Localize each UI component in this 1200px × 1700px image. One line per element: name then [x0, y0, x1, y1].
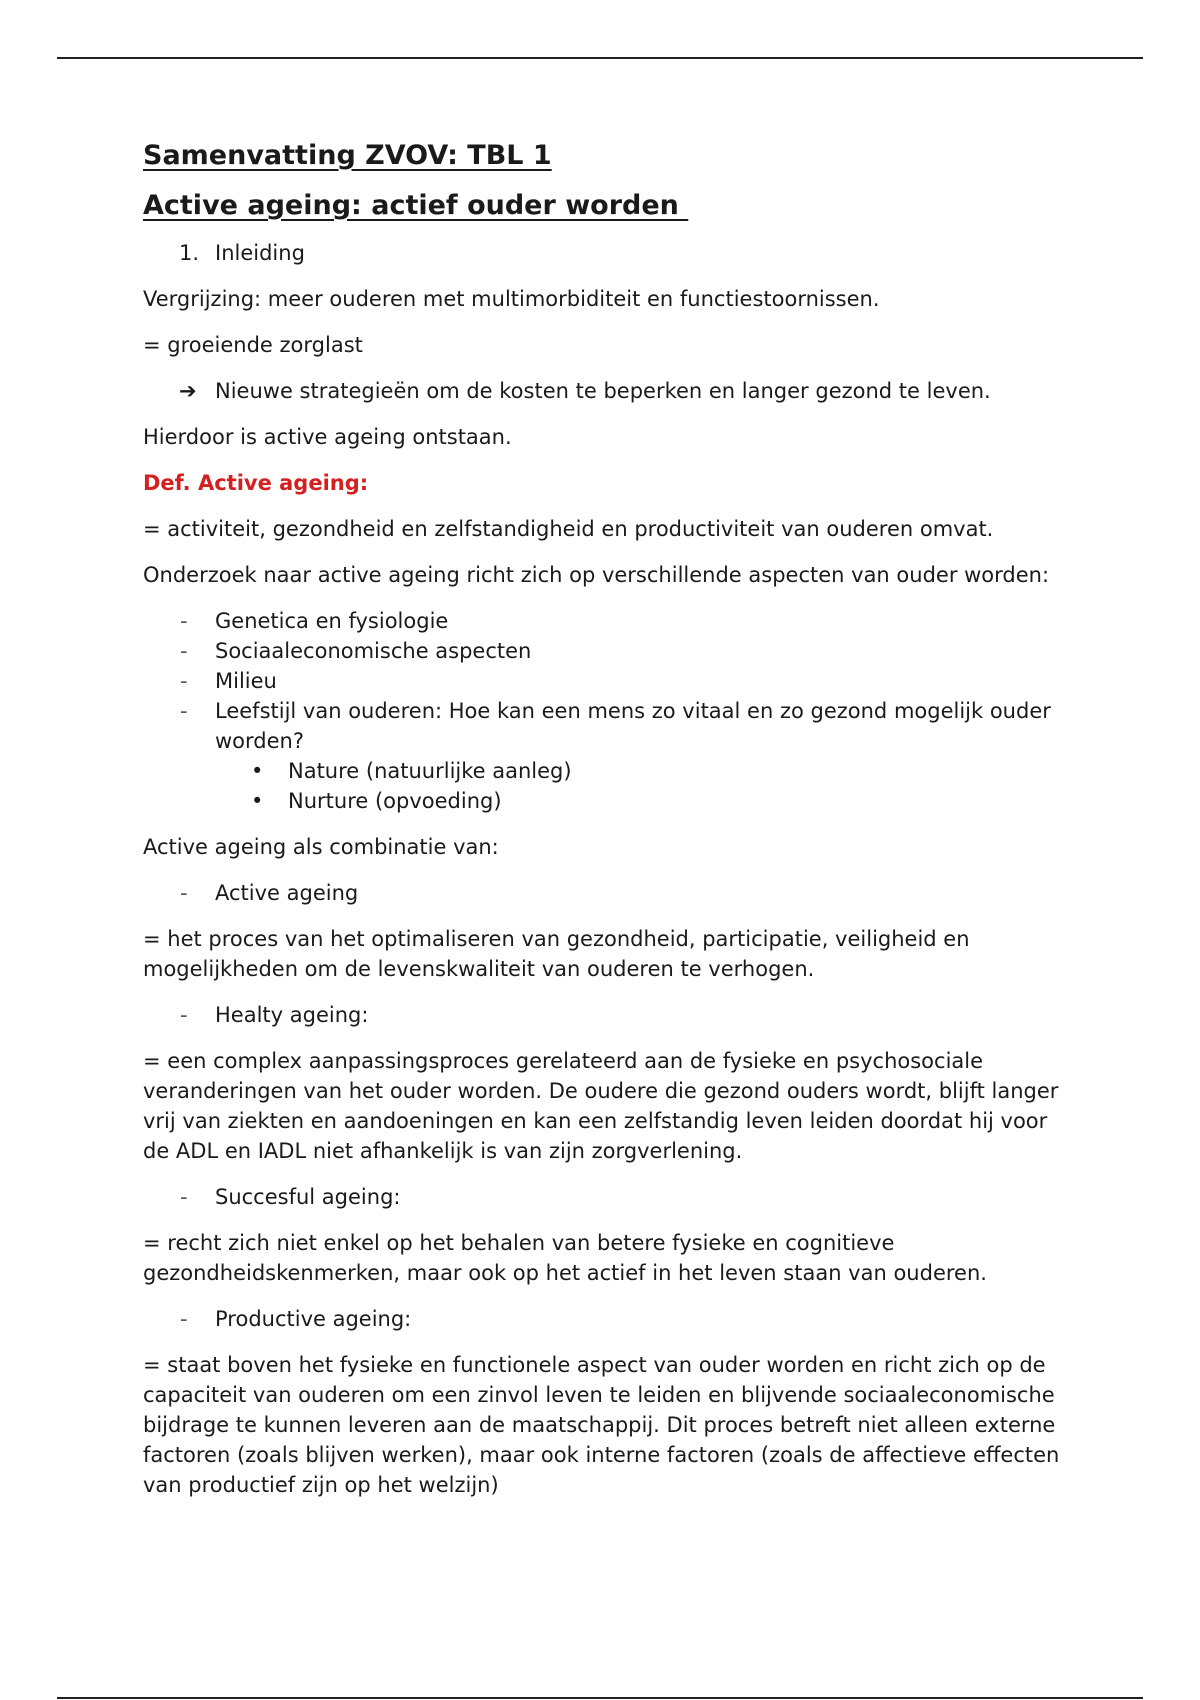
section-label: Inleiding — [215, 241, 305, 265]
list-item: - Genetica en fysiologie — [143, 606, 1063, 636]
sub-list-item: • Nature (natuurlijke aanleg) — [143, 756, 1063, 786]
dash-marker: - — [180, 639, 188, 663]
term-description: = een complex aanpassingsproces gerelateerd aan de fysieke en psychosociale veranderingen van het ouder worden. De oudere die gezond ouders wordt, blijft langer vrij van ziekten en aandoeningen en kan een zelfstandig leven leiden doordat hij voor de ADL en IADL niet afhankelijk is van zijn zorgverlening. — [143, 1049, 1059, 1163]
term-heading: - Active ageing — [143, 878, 1063, 908]
term-heading: - Succesful ageing: — [143, 1182, 1063, 1212]
footer-rule — [57, 1697, 1143, 1699]
term-heading: - Healty ageing: — [143, 1000, 1063, 1030]
bullet-marker: • — [251, 789, 264, 813]
term-description: = recht zich niet enkel op het behalen van betere fysieke en cognitieve gezondheidskenmerken, maar ook op het actief in het leven staan van ouderen. — [143, 1231, 987, 1285]
dash-marker: - — [180, 609, 188, 633]
section-heading — [143, 238, 1063, 268]
dash-marker: - — [180, 881, 188, 905]
list-item: - Sociaaleconomische aspecten — [143, 636, 1063, 666]
definition-text: = activiteit, gezondheid en zelfstandigheid en productiviteit van ouderen omvat. — [143, 517, 994, 541]
definition-label: Def. Active ageing: — [143, 471, 369, 495]
dash-marker: - — [180, 669, 188, 693]
dash-marker: - — [180, 1185, 188, 1209]
term-description: = staat boven het fysieke en functionele aspect van ouder worden en richt zich op de capaciteit van ouderen om een zinvol leven te leiden en blijvende sociaaleconomische bijdrage te kunnen leveren aan de maatschappij. Dit proces betreft niet alleen externe factoren (zoals blijven werken), maar ook interne factoren (zoals de affectieve effecten van productief zijn op het welzijn) — [143, 1353, 1060, 1497]
list-item: - Milieu — [143, 666, 1063, 696]
sub-list — [215, 756, 1063, 816]
combination-intro: Active ageing als combinatie van: — [143, 835, 499, 859]
list-item: - Leefstijl van ouderen: Hoe kan een mens zo vitaal en zo gezond mogelijk ouder worden? • Nature (natuurlijke aanleg) • Nurture (opvoeding) — [143, 696, 1063, 816]
document-title: Samenvatting ZVOV: TBL 1 — [143, 140, 552, 171]
arrow-right-icon: ➔ — [179, 379, 197, 403]
intro-line-1: Vergrijzing: meer ouderen met multimorbiditeit en functiestoornissen. — [143, 287, 880, 311]
term-heading: - Productive ageing: — [143, 1304, 1063, 1334]
arrow-point-text: Nieuwe strategieën om de kosten te beperken en langer gezond te leven. — [215, 379, 991, 403]
intro-line-2: = groeiende zorglast — [143, 333, 363, 357]
research-intro: Onderzoek naar active ageing richt zich op verschillende aspecten van ouder worden: — [143, 563, 1050, 587]
intro-line-3: Hierdoor is active ageing ontstaan. — [143, 425, 512, 449]
section-number: 1. — [179, 241, 200, 265]
document-subtitle: Active ageing: actief ouder worden — [143, 190, 689, 221]
arrow-point — [143, 376, 1063, 406]
sub-list-item: • Nurture (opvoeding) — [143, 786, 1063, 816]
bullet-marker: • — [251, 759, 264, 783]
document-body — [143, 138, 1063, 1516]
dash-marker: - — [180, 699, 188, 723]
dash-marker: - — [180, 1307, 188, 1331]
research-list — [143, 606, 1063, 816]
header-rule — [57, 57, 1143, 59]
dash-marker: - — [180, 1003, 188, 1027]
term-description: = het proces van het optimaliseren van gezondheid, participatie, veiligheid en mogelijkheden om de levenskwaliteit van ouderen te verhogen. — [143, 927, 970, 981]
